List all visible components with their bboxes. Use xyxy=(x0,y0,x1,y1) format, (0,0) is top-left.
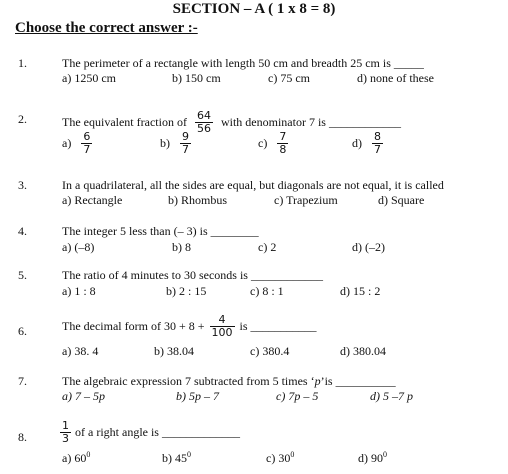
fraction-numerator: 7 xyxy=(279,130,287,143)
fraction-denominator: 7 xyxy=(83,143,91,156)
question-7-variable: p xyxy=(314,374,321,388)
question-7-option-c: c) 7p – 5 xyxy=(276,389,319,403)
fraction-denominator: 7 xyxy=(374,143,381,156)
question-3-option-c: c) Trapezium xyxy=(274,193,338,207)
question-3-option-d: d) Square xyxy=(378,193,425,207)
degree-superscript: 0 xyxy=(187,450,191,459)
question-6-option-c: c) 380.4 xyxy=(250,344,290,358)
section-title: SECTION – A ( 1 x 8 = 8) xyxy=(172,1,336,17)
question-8-option-a xyxy=(62,450,90,466)
question-5-option-b: b) 2 : 15 xyxy=(166,284,207,298)
instruction-heading: Choose the correct answer :- xyxy=(15,20,198,36)
question-4-number: 4. xyxy=(18,224,27,238)
question-8-text-post: of a right angle is _____________ xyxy=(75,425,240,439)
question-2-option-a-label: a) xyxy=(62,136,72,150)
question-4-option-a: a) (–8) xyxy=(62,240,95,254)
question-2-option-d-label: d) xyxy=(352,136,362,150)
question-1-option-d: d) none of these xyxy=(357,71,434,85)
question-2-number: 2. xyxy=(18,112,27,126)
question-7-number: 7. xyxy=(18,374,27,388)
question-2-text-post: with denominator 7 is ____________ xyxy=(220,115,401,129)
question-5-option-a: a) 1 : 8 xyxy=(62,284,96,298)
question-2-fraction xyxy=(195,110,213,135)
question-2-option-b-fraction xyxy=(180,131,191,156)
question-8-fraction-denominator: 3 xyxy=(62,432,69,445)
question-1-option-a: a) 1250 cm xyxy=(62,71,116,85)
fraction-numerator: 6 xyxy=(83,130,91,143)
question-1-number: 1. xyxy=(18,56,27,70)
question-2-option-a xyxy=(62,131,92,156)
question-8-fraction-numerator: 1 xyxy=(62,419,69,432)
question-4-option-c: c) 2 xyxy=(258,240,277,254)
question-2-text-pre: The equivalent fraction of xyxy=(62,115,187,129)
question-2-line xyxy=(62,110,401,135)
question-1-option-c: c) 75 cm xyxy=(268,71,310,85)
question-7-option-a: a) 7 – 5p xyxy=(62,389,105,403)
question-2-fraction-numerator: 64 xyxy=(196,109,211,122)
question-2-option-c-label: c) xyxy=(258,136,268,150)
question-6-fraction-denominator: 100 xyxy=(211,326,233,339)
question-4-option-b: b) 8 xyxy=(172,240,191,254)
option-text: a) 60 xyxy=(62,451,87,465)
degree-superscript: 0 xyxy=(86,450,91,459)
question-6-option-b: b) 38.04 xyxy=(154,344,194,358)
question-1-option-b: b) 150 cm xyxy=(172,71,221,85)
question-6-number: 6. xyxy=(18,324,27,338)
question-8-line xyxy=(60,420,240,445)
question-7-text-post: ’is __________ xyxy=(320,374,396,388)
question-7-text-pre: The algebraic expression 7 subtracted from 5 times ‘ xyxy=(62,374,315,388)
question-1-text: The perimeter of a rectangle with length 50 cm and breadth 25 cm is _____ xyxy=(62,56,424,70)
fraction-denominator: 8 xyxy=(279,143,287,156)
question-6-text-post: is ___________ xyxy=(239,319,317,333)
question-7-option-b: b) 5p – 7 xyxy=(176,389,219,403)
question-2-option-c xyxy=(258,131,288,156)
question-5-option-d: d) 15 : 2 xyxy=(340,284,381,298)
fraction-numerator: 8 xyxy=(374,130,381,143)
question-6-fraction-numerator: 4 xyxy=(218,313,226,326)
question-4-text: The integer 5 less than (– 3) is ________ xyxy=(62,224,259,238)
question-6-option-a: a) 38. 4 xyxy=(62,344,99,358)
question-5-text: The ratio of 4 minutes to 30 seconds is ____________ xyxy=(62,268,323,282)
question-6-fraction xyxy=(210,314,235,339)
question-2-option-b-label: b) xyxy=(160,136,170,150)
question-3-number: 3. xyxy=(18,178,27,192)
option-text: b) 45 xyxy=(162,451,187,465)
question-8-fraction xyxy=(60,420,71,445)
question-8-option-d xyxy=(358,450,387,466)
question-8-option-c xyxy=(266,450,294,466)
fraction-denominator: 7 xyxy=(182,143,189,156)
question-3-option-b: b) Rhombus xyxy=(168,193,228,207)
question-2-option-b xyxy=(160,131,191,156)
question-6-line xyxy=(62,314,317,339)
question-7-line xyxy=(62,374,396,389)
option-text: d) 90 xyxy=(358,451,383,465)
option-text: c) 30 xyxy=(266,451,291,465)
question-3-text: In a quadrilateral, all the sides are equal, but diagonals are not equal, it is called xyxy=(62,178,444,192)
question-5-option-c: c) 8 : 1 xyxy=(250,284,284,298)
degree-superscript: 0 xyxy=(290,450,295,459)
question-7-option-d: d) 5 –7 p xyxy=(370,389,413,403)
fraction-numerator: 9 xyxy=(182,130,189,143)
question-2-option-d xyxy=(352,131,383,156)
question-3-option-a: a) Rectangle xyxy=(62,193,123,207)
degree-superscript: 0 xyxy=(383,450,387,459)
question-8-number: 8. xyxy=(18,430,27,444)
question-2-option-d-fraction xyxy=(372,131,383,156)
question-2-option-a-fraction xyxy=(81,131,92,156)
question-2-fraction-denominator: 56 xyxy=(196,122,211,135)
question-4-option-d: d) (–2) xyxy=(352,240,385,254)
question-2-option-c-fraction xyxy=(277,131,288,156)
question-5-number: 5. xyxy=(18,268,27,282)
question-6-text-pre: The decimal form of 30 + 8 + xyxy=(62,319,205,333)
question-8-option-b xyxy=(162,450,191,466)
question-6-option-d: d) 380.04 xyxy=(340,344,386,358)
